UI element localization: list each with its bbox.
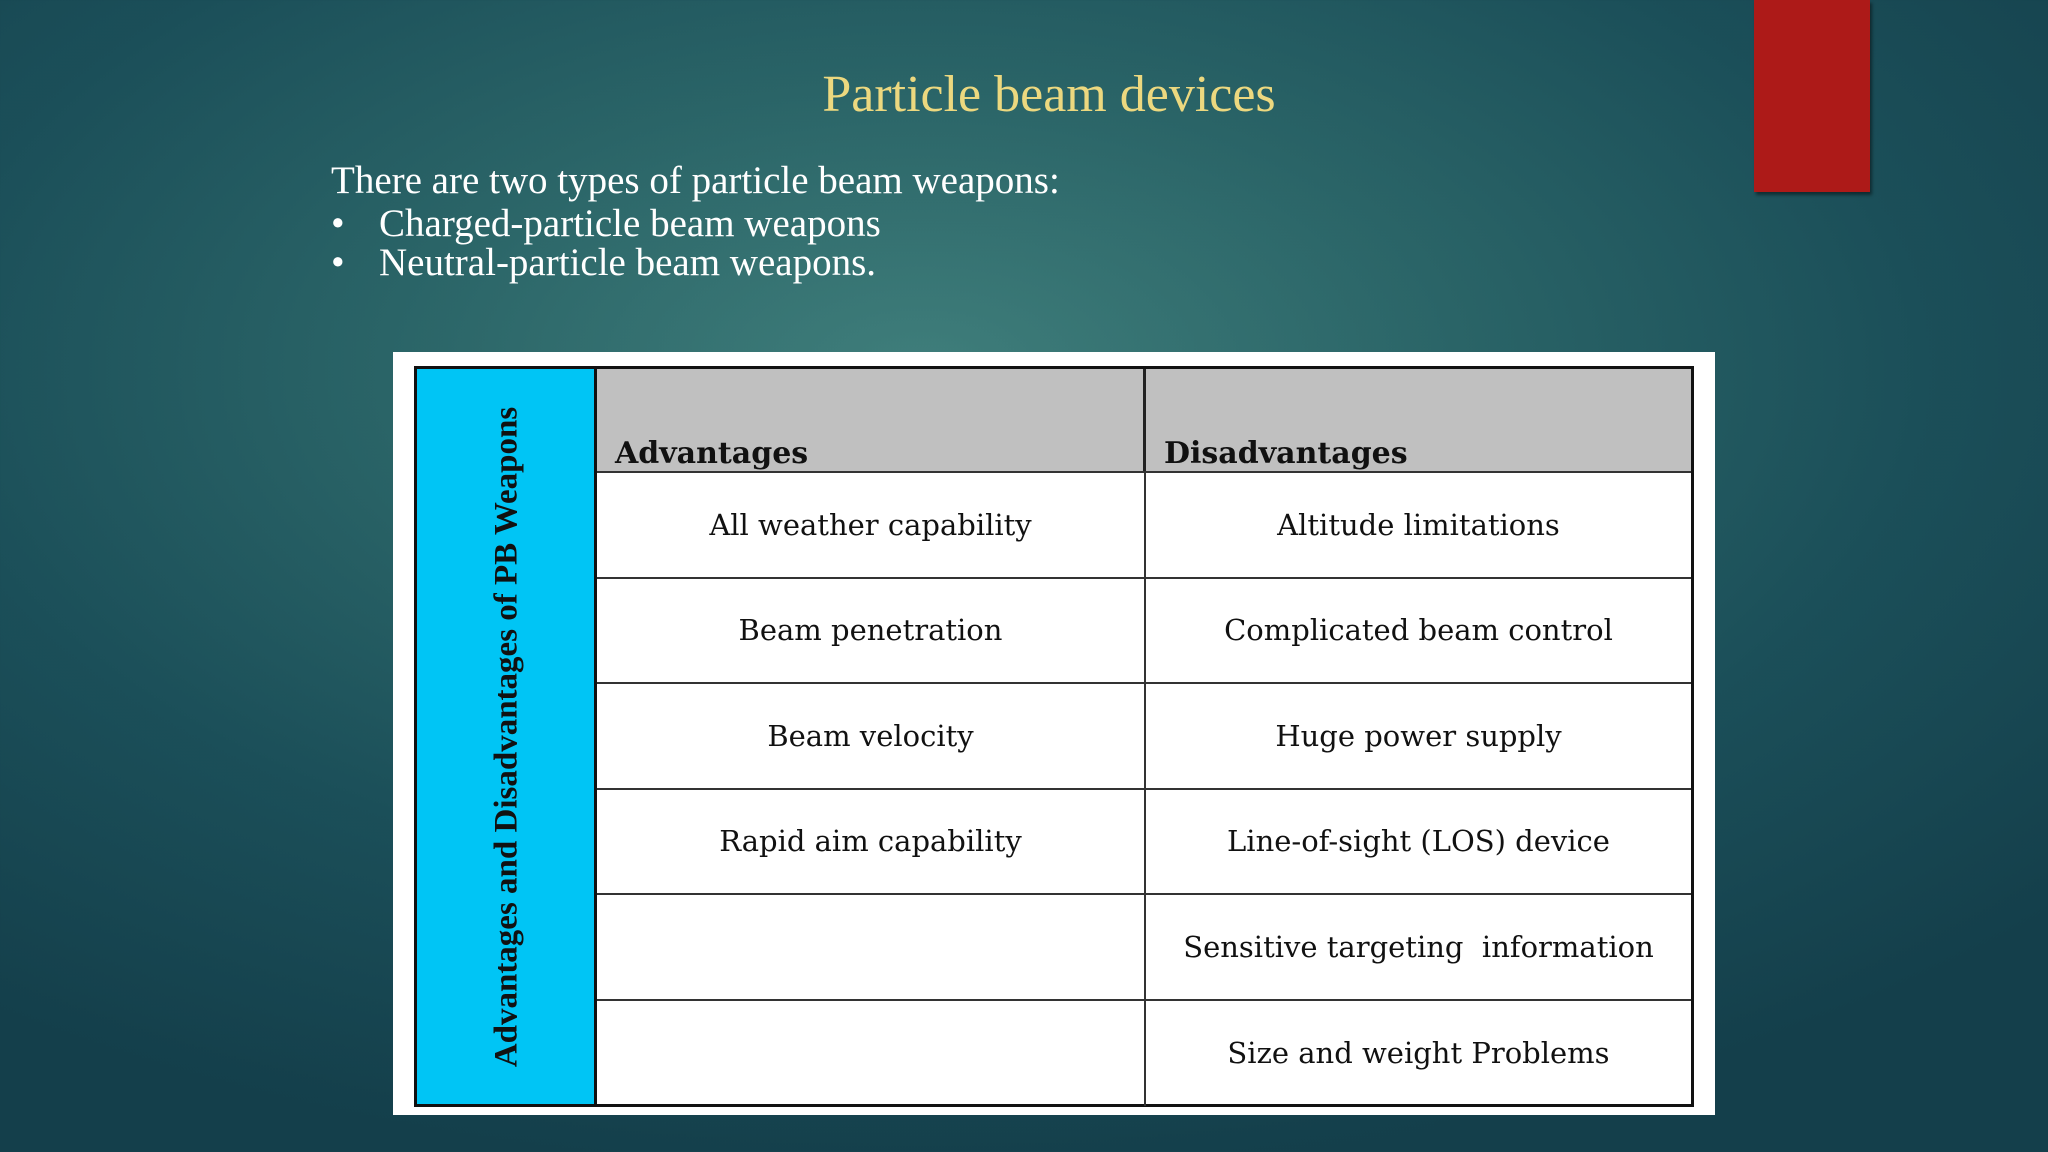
table-row <box>597 895 1691 1001</box>
intro-text: There are two types of particle beam weapons: <box>331 159 1060 202</box>
bullet-text: Charged-particle beam weapons <box>379 202 881 245</box>
table-header-row <box>597 369 1691 473</box>
disadvantage-cell: Complicated beam control <box>1224 613 1613 648</box>
disadvantage-cell: Huge power supply <box>1275 718 1562 753</box>
comparison-table <box>414 366 1694 1107</box>
bullet-list <box>331 204 881 282</box>
advantage-cell: Beam penetration <box>597 579 1146 683</box>
table-row <box>597 790 1691 896</box>
advantage-cell <box>597 895 1146 999</box>
slide-title: Particle beam devices <box>822 66 1276 123</box>
disadvantage-cell: Size and weight Problems <box>1227 1036 1610 1071</box>
table-row <box>597 1001 1691 1107</box>
bullet-glyph: • <box>331 202 345 245</box>
bullet-item <box>331 243 881 282</box>
advantage-cell: Rapid aim capability <box>597 790 1146 894</box>
table-row <box>597 473 1691 579</box>
bullet-text: Neutral-particle beam weapons. <box>379 241 877 284</box>
comparison-table-image <box>393 352 1715 1115</box>
header-disadvantages <box>1146 369 1691 471</box>
advantage-cell <box>597 1001 1146 1107</box>
header-advantages-label: Advantages <box>615 436 809 471</box>
bullet-glyph: • <box>331 241 345 284</box>
disadvantage-cell: Sensitive targeting information <box>1183 929 1654 964</box>
header-disadvantages-label: Disadvantages <box>1164 436 1408 471</box>
bullet-item <box>331 204 881 243</box>
advantage-cell: All weather capability <box>597 473 1146 577</box>
table-side-label: Advantages and Disadvantages of PB Weapons <box>488 406 525 1067</box>
advantage-cell: Beam velocity <box>597 684 1146 788</box>
disadvantage-cell: Altitude limitations <box>1277 507 1560 542</box>
table-side-band <box>417 369 597 1104</box>
table-row <box>597 579 1691 685</box>
disadvantage-cell: Line-of-sight (LOS) device <box>1227 824 1610 859</box>
header-advantages <box>597 369 1146 471</box>
table-body <box>597 473 1691 1104</box>
table-row <box>597 684 1691 790</box>
